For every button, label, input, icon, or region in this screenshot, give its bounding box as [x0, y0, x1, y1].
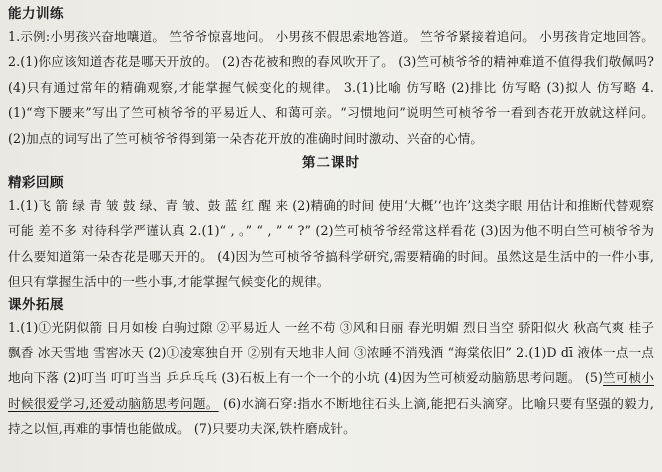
section-title-review: 精彩回顾	[8, 175, 64, 192]
extension-answers	[8, 315, 654, 442]
underlined-answer: 竺可桢小时候很爱学习,还爱动脑筋思考问题。	[8, 370, 655, 411]
extension-answers-part-b: (6)水滴石穿:指水不断地往石头上滴,能把石头滴穿。比喻只要有坚强的毅力,持之以恒,再难的事情也能做成。 (7)只要功夫深,铁杵磨成针。	[8, 395, 654, 437]
extension-answers-part-a: 1.(1)①光阴似箭 日月如梭 白驹过隙 ②平易近人 一丝不苟 ③风和日丽 春光明媚 烈日当空 骄阳似火 秋高气爽 桂子飘香 冰天雪地 雪窖冰天 (2)①凌寒独自开 ②别有天地非人间 ③浓睡不消残酒 “海棠依旧” 2.(1)D dī 液体一点一点地向下落 (2)叮当 叮叮当当 乒乒乓乓 (3)石板上有一个一个的小坑 (4)因为竺可桢爱动脑筋思考问题。 (5)	[8, 319, 654, 386]
ability-training-answers: 1.示例:小男孩兴奋地嚷道。 竺爷爷惊喜地问。 小男孩不假思索地答道。 竺爷爷紧接着追问。 小男孩肯定地回答。 2.(1)你应该知道杏花是哪天开放的。 (2)杏花被和煦的春风吹开了。 (3)竺可桢爷爷的精神难道不值得我们敬佩吗? (4)只有通过常年的精确观察,才能掌握气候变化的规律。 3.(1)比喻 仿写略 (2)排比 仿写略 (3)拟人 仿写略 4.(1)“弯下腰来”写出了竺可桢爷爷的平易近人、和蔼可亲。“习惯地问”说明竺可桢爷爷一看到杏花开放就这样问。 (2)加点的词写出了竺可桢爷爷得到第一朵杏花开放的准确时间时激动、兴奋的心情。	[8, 29, 654, 146]
section-title-extension: 课外拓展	[8, 296, 64, 313]
section-title-ability-training: 能力训练	[8, 6, 64, 22]
review-answers: 1.(1)飞 箭 绿 青 皱 鼓 绿、青 皱、鼓 蓝 红 醒 来 (2)精确的时间 使用‘大概’‘也许’这类字眼 用估计和推断代替观察 可能 差不多 对待科学严谨认真 2.(1)“ , 。” “ , ” “ ?” (2)竺可桢爷爷经常这样看花 (3)因为他不明白竺可桢爷爷为什么要知道第一朵杏花是哪天开的。 (4)因为竺可桢爷爷搞科学研究,需要精确的时间。虽然这是生活中的一件小事,但只有掌握生活中的一些小事,才能掌握气候变化的规律。	[8, 198, 654, 290]
lesson-title: 第二课时	[302, 155, 360, 172]
